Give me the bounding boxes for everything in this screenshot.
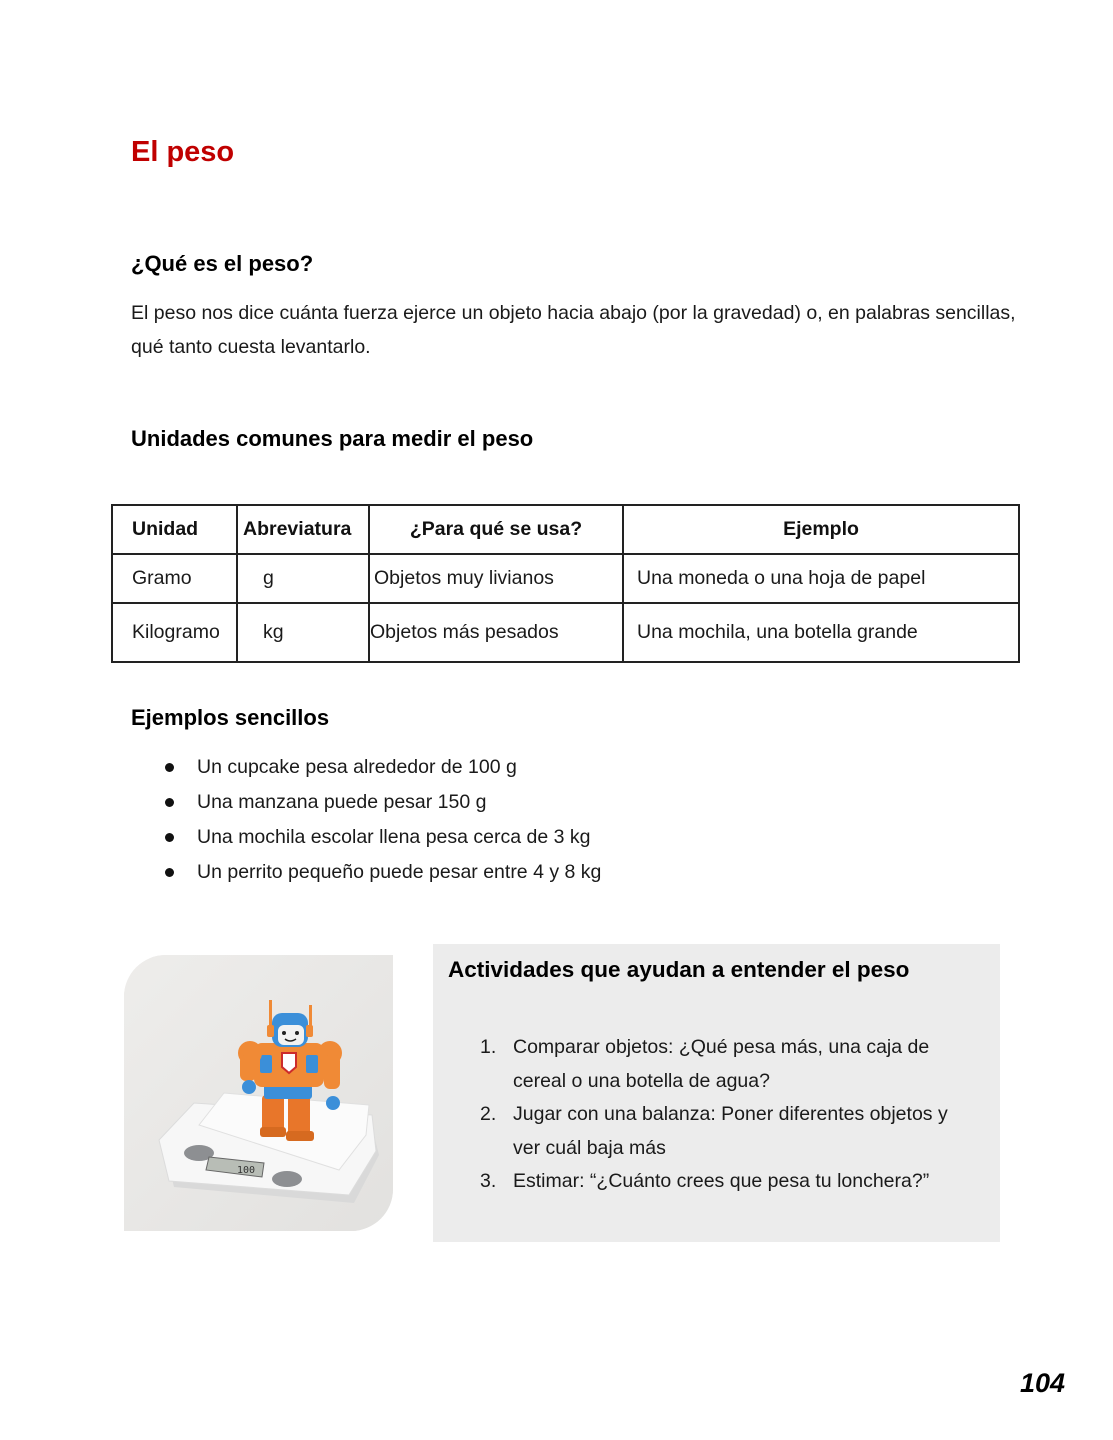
activities-heading: Actividades que ayudan a entender el peso <box>448 957 910 982</box>
table-header-row <box>112 505 1019 554</box>
item-number: 2. <box>480 1103 497 1125</box>
list-item: Una mochila escolar llena pesa cerca de 3 kg <box>197 820 601 855</box>
scale-display-text: 100 <box>237 1165 256 1176</box>
bullet-icon <box>165 798 174 807</box>
list-item <box>480 1098 970 1165</box>
item-number: 1. <box>480 1036 497 1058</box>
column-header-use: ¿Para qué se usa? <box>369 505 623 554</box>
cell-abbreviation: kg <box>237 603 369 662</box>
intro-paragraph: El peso nos dice cuánta fuerza ejerce un objeto hacia abajo (por la gravedad) o, en palabras sencillas, qué tanto cuesta levantarlo. <box>131 302 1016 358</box>
robot-on-scale-photo <box>124 955 393 1231</box>
cell-unit: Kilogramo <box>112 603 237 662</box>
section-heading-units: Unidades comunes para medir el peso <box>131 426 534 451</box>
cell-unit: Gramo <box>112 554 237 603</box>
list-item: Un perrito pequeño puede pesar entre 4 y 8 kg <box>197 855 601 890</box>
list-item <box>480 1165 970 1199</box>
item-text: Jugar con una balanza: Poner diferentes objetos y ver cuál baja más <box>513 1103 948 1159</box>
list-item: Un cupcake pesa alrededor de 100 g <box>197 750 601 785</box>
table-row <box>112 603 1019 662</box>
section-heading-examples: Ejemplos sencillos <box>131 705 330 730</box>
item-number: 3. <box>480 1170 497 1192</box>
units-table <box>111 504 1020 663</box>
cell-example: Una mochila, una botella grande <box>623 603 1019 662</box>
column-header-example: Ejemplo <box>623 505 1019 554</box>
cell-abbreviation: g <box>237 554 369 603</box>
item-text: Estimar: “¿Cuánto crees que pesa tu lonchera?” <box>513 1170 930 1192</box>
column-header-unit: Unidad <box>112 505 237 554</box>
page-number: 104 <box>1020 1368 1066 1398</box>
bullet-icon <box>165 763 174 772</box>
examples-list <box>197 750 601 890</box>
activities-list <box>480 1031 970 1199</box>
bullet-icon <box>165 833 174 842</box>
cell-use: Objetos más pesados <box>369 603 623 662</box>
cell-use: Objetos muy livianos <box>369 554 623 603</box>
page-title: El peso <box>131 136 235 168</box>
bullet-icon <box>165 868 174 877</box>
robot-scale-illustration <box>124 955 393 1231</box>
cell-example: Una moneda o una hoja de papel <box>623 554 1019 603</box>
item-text: Comparar objetos: ¿Qué pesa más, una caja de cereal o una botella de agua? <box>513 1036 930 1092</box>
list-item <box>480 1031 970 1098</box>
list-item: Una manzana puede pesar 150 g <box>197 785 601 820</box>
activities-box <box>433 944 1000 1242</box>
table-row <box>112 554 1019 603</box>
section-heading-what-is: ¿Qué es el peso? <box>131 251 314 276</box>
column-header-abbreviation: Abreviatura <box>237 505 369 554</box>
